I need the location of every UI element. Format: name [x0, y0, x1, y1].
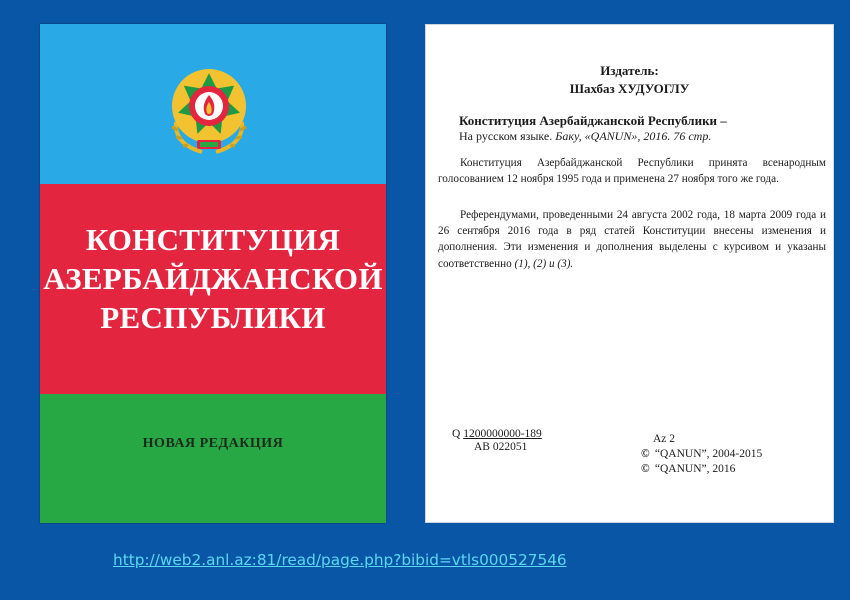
cover-title — [40, 220, 386, 337]
cover-title-line-2: АЗЕРБАЙДЖАНСКОЙ — [43, 261, 383, 296]
copyright-icon: © — [641, 448, 650, 460]
source-link[interactable]: http://web2.anl.az:81/read/page.php?bibid=vtls000527546 — [113, 551, 567, 569]
paragraph-adoption: Конституция Азербайджанской Республики принята всенародным голосованием 12 ноября 1995 года и применена 27 ноября того же года. — [438, 157, 826, 186]
cover-title-line-1: КОНСТИТУЦИЯ — [85, 222, 341, 257]
copyright-icon: © — [641, 463, 650, 475]
publisher-label: Издатель: — [600, 63, 659, 78]
paragraph-amendments-marks: (1), (2) и (3). — [514, 257, 574, 270]
cover-edition: НОВАЯ РЕДАКЦИЯ — [142, 436, 284, 451]
copyright-block — [641, 432, 762, 477]
classification-codes — [452, 428, 542, 454]
paragraph-amendments-text: Референдумами, проведенными 24 августа 2002 года, 18 марта 2009 года и 26 сентября 2016 года в ряд статей Конституции внесены изменения и дополнения. Эти изменения и дополнения выделены с курсивом и указаны соответственно — [438, 209, 826, 270]
bibliographic-details — [459, 129, 711, 144]
copyright-line-1: “QANUN”, 2004-2015 — [654, 448, 763, 460]
cover-green-band — [40, 394, 386, 523]
azerbaijan-coat-of-arms-icon — [164, 62, 254, 158]
book-cover — [40, 24, 386, 523]
copyright-line-2: “QANUN”, 2016 — [654, 463, 736, 475]
cover-title-line-3: РЕСПУБЛИКИ — [100, 300, 326, 335]
code-q: Q — [452, 428, 461, 440]
imprint-page — [425, 24, 834, 523]
code-ab: АВ 022051 — [474, 441, 528, 453]
paragraph-amendments — [438, 207, 826, 272]
bibliographic-language: На русском языке. — [459, 129, 553, 143]
az-code: Az 2 — [653, 433, 676, 445]
bibliographic-place: Баку, «QANUN», 2016. 76 стр. — [555, 129, 712, 143]
bibliographic-title: Конституция Азербайджанской Республики – — [459, 113, 727, 128]
publisher-name: Шахбаз ХУДУОГЛУ — [569, 81, 690, 96]
code-number: 1200000000-189 — [463, 428, 542, 440]
